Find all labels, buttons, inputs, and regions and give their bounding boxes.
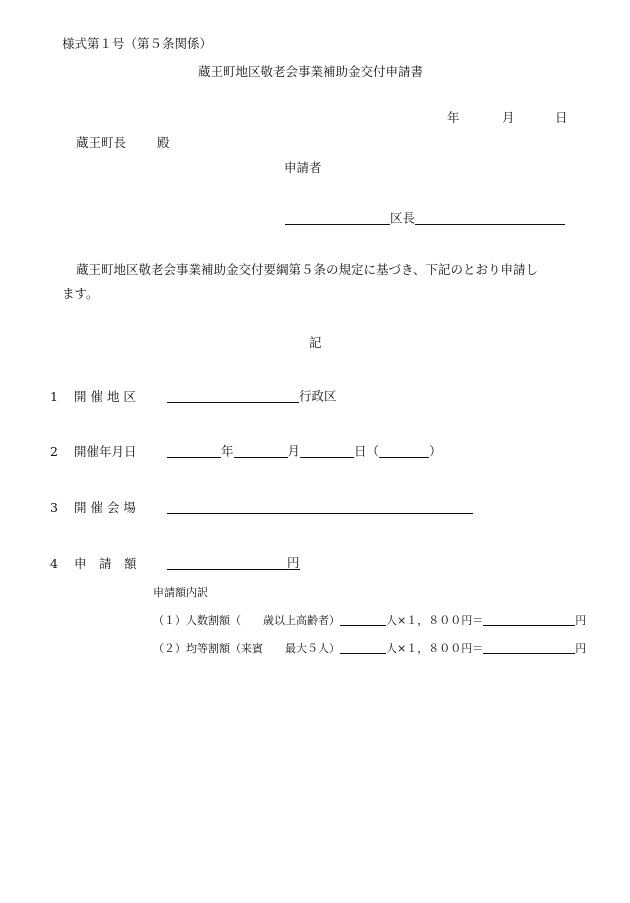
district-suffix: 行政区 (299, 388, 337, 404)
body-text-line1: 蔵王町地区敬老会事業補助金交付要綱第５条の規定に基づき、下記のとおり申請し (76, 262, 539, 277)
addressee-name: 蔵王町長 (76, 135, 127, 150)
item-label-venue: 開 催 会 場 (74, 500, 136, 515)
form-number: 様式第１号（第５条関係） (62, 36, 213, 51)
item-label-date: 開催年月日 (74, 444, 137, 459)
breakdown-row-unit: 円 (575, 614, 587, 627)
breakdown-row-flat-rate (153, 642, 586, 654)
breakdown-row-per-capita (153, 614, 586, 626)
venue-field[interactable] (167, 501, 473, 514)
breakdown-row-prefix: （１）人数割額（ 歳以上高齢者） (153, 614, 340, 627)
weekday-paren-open: （ (366, 443, 380, 459)
event-year-field[interactable] (167, 445, 221, 458)
amount-field-row (167, 557, 300, 570)
date-year-label: 年 (447, 110, 460, 125)
item-label-location: 開 催 地 区 (74, 389, 136, 404)
item-number: 1 (50, 389, 58, 404)
chief-name-field[interactable] (415, 212, 565, 225)
elderly-count-field[interactable] (340, 614, 386, 626)
weekday-paren-close: ） (429, 443, 442, 459)
event-day-field[interactable] (300, 445, 354, 458)
applicant-district-line (285, 212, 565, 225)
breakdown-row-formula: 人×１，８００円＝ (386, 642, 484, 655)
per-capita-total-field[interactable] (483, 614, 575, 626)
guest-count-field[interactable] (340, 642, 386, 654)
amount-field[interactable] (167, 557, 287, 570)
breakdown-row-formula: 人×１，８００円＝ (386, 614, 484, 627)
amount-unit: 円 (287, 555, 300, 570)
district-field[interactable] (167, 390, 299, 403)
event-month-label: 月 (287, 443, 301, 459)
flat-rate-total-field[interactable] (483, 642, 575, 654)
date-field-row (167, 445, 442, 458)
applicant-label: 申請者 (284, 160, 322, 175)
event-day-label: 日 (354, 443, 367, 459)
breakdown-heading: 申請額内訳 (153, 586, 208, 599)
item-label-amount: 申 請 額 (74, 556, 137, 571)
body-text-line2: ます。 (62, 286, 99, 301)
district-field-row (167, 390, 337, 403)
item-number: 3 (50, 500, 58, 515)
date-month-label: 月 (502, 110, 515, 125)
breakdown-row-prefix: （２）均等割額（来賓 最大５人） (153, 642, 340, 655)
venue-field-row (167, 501, 473, 514)
event-month-field[interactable] (234, 445, 288, 458)
date-day-label: 日 (555, 110, 568, 125)
district-name-field[interactable] (285, 212, 390, 225)
item-number: 2 (50, 444, 58, 459)
weekday-field[interactable] (379, 445, 429, 458)
event-year-label: 年 (221, 443, 234, 459)
breakdown-row-unit: 円 (575, 642, 587, 655)
ki-heading: 記 (309, 335, 322, 350)
item-number: 4 (50, 556, 58, 571)
addressee-honorific: 殿 (157, 135, 170, 150)
district-chief-label: 区長 (390, 210, 416, 226)
page-title: 蔵王町地区敬老会事業補助金交付申請書 (198, 64, 424, 79)
